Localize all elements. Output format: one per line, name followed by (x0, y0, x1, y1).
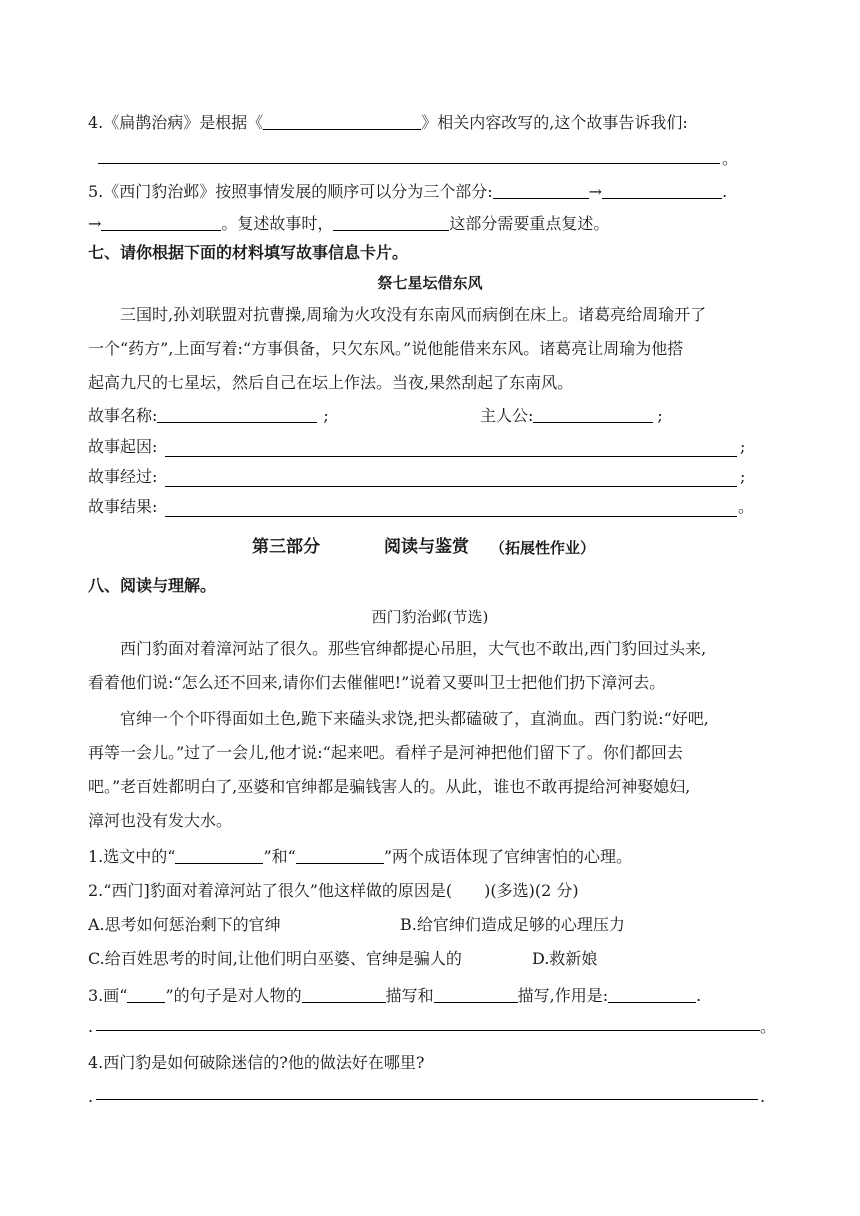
story-title: 祭七星坛借东风 (377, 274, 483, 292)
section-8-heading: 八、阅读与理解。 (88, 576, 217, 595)
option-c[interactable]: C.给百姓思考的时间,让他们明白巫婆、官绅是骗人的 (88, 949, 462, 968)
q5-blank-part2[interactable] (602, 180, 722, 199)
q4-answer-line-2[interactable] (96, 1099, 758, 1100)
q5-line2-mid: 。复述故事时， (221, 214, 334, 233)
sec8-question-1 (88, 845, 632, 868)
story-result-field[interactable] (165, 516, 737, 517)
part-3-note: （拓展性作业） (490, 539, 596, 557)
story-name-label: 故事名称: (88, 406, 158, 425)
story-process-label: 故事经过: (88, 467, 158, 486)
q1-prefix: 1.选文中的“ (88, 847, 176, 866)
q3-blank-effect[interactable] (608, 984, 696, 1003)
q3-blank-1[interactable] (302, 984, 386, 1003)
q4-answer-line[interactable] (98, 163, 720, 164)
protagonist-field[interactable] (533, 404, 653, 423)
semicolon: ; (740, 467, 746, 486)
q4-line-start: . (88, 1087, 94, 1106)
q3-underline-sample (127, 984, 165, 1003)
semicolon: ; (323, 406, 329, 425)
protagonist-row (480, 404, 663, 427)
q4-prefix: 《扁鹊治病》是根据《 (103, 113, 264, 132)
q3-line2-end: 。 (760, 1017, 777, 1036)
story-para-line-1: 三国时,孙刘联盟对抗曹操,周瑜为火攻没有东南风而病倒在床上。诸葛亮给周瑜开了 (120, 305, 707, 324)
option-a[interactable]: A.思考如何惩治剩下的官绅 (88, 915, 281, 934)
passage-line-3: 官绅一个个吓得面如土色,跪下来磕头求饶,把头都磕破了，直淌血。西门豹说:“好吧, (120, 709, 709, 728)
q5-line2-end: 这部分需要重点复述。 (449, 214, 610, 233)
story-process-field[interactable] (165, 486, 737, 487)
q1-middle: ”和“ (263, 847, 296, 866)
q3-line2-start: . (88, 1017, 94, 1036)
passage-line-2: 看着他们说:“怎么还不回来,请你们去催催吧!”说着又要叫卫士把他们扔下漳河去。 (88, 673, 666, 692)
story-para-line-2: 一个“药方”,上面写着:“方事俱备，只欠东风。”说他能借来东风。诸葛亮让周瑜为他搭 (88, 339, 684, 358)
story-para-line-3: 起高九尺的七星坛，然后自己在坛上作法。当夜,果然刮起了东南风。 (88, 373, 574, 392)
period: 。 (738, 497, 755, 516)
passage-line-4: 再等一会儿。”过了一会儿,他才说:“起来吧。看样子是河神把他们留下了。你们都回去 (88, 743, 683, 762)
q1-blank-idiom-1[interactable] (175, 845, 263, 864)
sec8-question-3 (88, 984, 701, 1007)
q4-blank-source[interactable] (263, 111, 421, 130)
semicolon: ; (740, 437, 746, 456)
arrow-icon: → (88, 214, 102, 233)
semicolon: ; (657, 406, 663, 425)
q5-text: 《西门豹治邺》按照事情发展的顺序可以分为三个部分: (103, 182, 493, 201)
sec8-question-2: 2.“西门]豹面对着漳河站了很久”他这样做的原因是( )(多选)(2 分) (88, 881, 579, 900)
story-name-field[interactable] (157, 404, 317, 423)
option-b[interactable]: B.给官绅们造成足够的心理压力 (400, 915, 625, 934)
passage-line-1: 西门豹面对着漳河站了很久。那些官绅都提心吊胆，大气也不敢出,西门豹回过头来, (120, 639, 707, 658)
q3-part-b: ”的句子是对人物的 (165, 986, 302, 1005)
protagonist-label: 主人公: (480, 406, 534, 425)
q5-blank-part3[interactable] (101, 212, 221, 231)
passage-line-6: 漳河也没有发大水。 (88, 811, 233, 830)
option-d[interactable]: D.救新娘 (532, 949, 598, 968)
question-5 (88, 180, 727, 203)
q4-end-mark: 。 (722, 149, 739, 168)
q3-part-d: 描写,作用是: (517, 986, 609, 1005)
passage-line-5: 吧。”老百姓都明白了,巫婆和官绅都是骗钱害人的。从此，谁也不敢再提给河神娶媳妇, (88, 777, 691, 796)
q3-answer-line[interactable] (96, 1030, 760, 1031)
section-7-heading: 七、请你根据下面的材料填写故事信息卡片。 (88, 243, 409, 262)
q1-suffix: ”两个成语体现了官绅害怕的心理。 (383, 847, 633, 866)
question-5-line2 (88, 212, 609, 235)
sec8-question-4: 4.西门豹是如何破除迷信的?他的做法好在哪里? (88, 1053, 425, 1072)
q3-end: . (696, 986, 702, 1005)
q5-blank-part1[interactable] (493, 180, 589, 199)
q5-blank-key-part[interactable] (333, 212, 449, 231)
q4-suffix: 》相关内容改写的,这个故事告诉我们: (421, 113, 688, 132)
q4-number: 4. (88, 113, 104, 132)
q5-number: 5. (88, 182, 104, 201)
story-cause-label: 故事起因: (88, 437, 158, 456)
part-3-subtitle: 阅读与鉴赏 (384, 537, 469, 557)
passage-title: 西门豹治邺(节选) (371, 608, 489, 626)
q3-part-c: 描写和 (385, 986, 434, 1005)
question-4 (88, 111, 688, 134)
q3-blank-2[interactable] (434, 984, 518, 1003)
q4-line-end: . (760, 1087, 766, 1106)
q5-period: . (722, 182, 728, 201)
part-3-title: 第三部分 (252, 537, 320, 557)
story-name-row (88, 404, 329, 427)
story-result-label: 故事结果: (88, 497, 158, 516)
q3-prefix: 3.画“ (88, 986, 128, 1005)
q1-blank-idiom-2[interactable] (296, 845, 384, 864)
story-cause-field[interactable] (165, 456, 737, 457)
arrow-icon: → (588, 182, 603, 201)
